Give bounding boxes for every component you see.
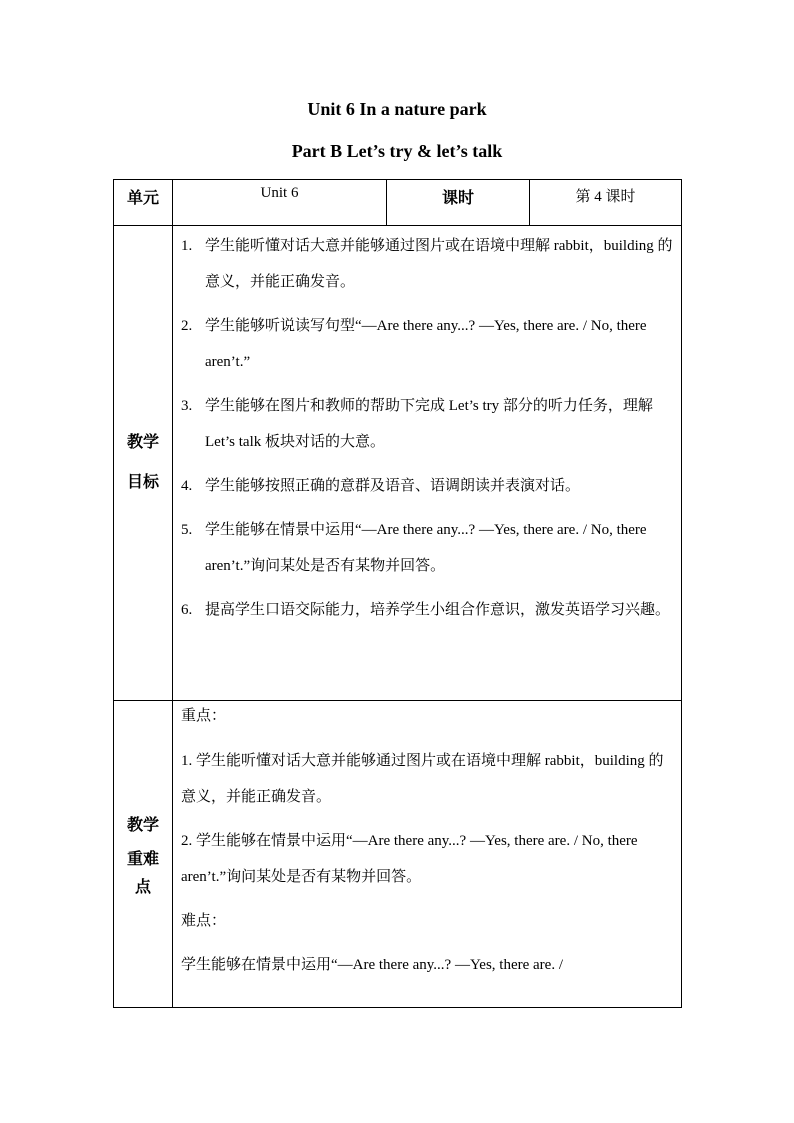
difficult-points-heading: 难点：: [181, 913, 227, 929]
key-points-heading: 重点：: [181, 708, 227, 724]
lesson-plan-table: [113, 179, 682, 1008]
list-item: [181, 228, 673, 300]
difficulties-label-line2: 重难: [126, 851, 159, 868]
item-number: 6.: [181, 602, 193, 618]
item-number: 5.: [181, 522, 193, 538]
difficulties-label-line1: 教学: [126, 817, 159, 834]
objectives-label-line1: 教学: [126, 434, 159, 451]
item-number: 3.: [181, 398, 193, 414]
document-title: Unit 6 In a nature park: [307, 99, 487, 119]
item-text: 学生能够按照正确的意群及语音、语调朗读并表演对话。: [205, 478, 581, 494]
item-text: 学生能够在图片和教师的帮助下完成 Let’s try 部分的听力任务，理解 Let’s talk 板块对话的大意。: [205, 398, 653, 450]
period-value: 第 4 课时: [530, 180, 682, 226]
list-item: [181, 388, 673, 460]
period-label: 课时: [387, 180, 530, 226]
item-text: 学生能够在情景中运用“—Are there any...? —Yes, there are. / No, there aren’t.”询问某处是否有某物并回答。: [205, 522, 647, 574]
item-text: 学生能够听说读写句型“—Are there any...? —Yes, there are. / No, there aren’t.”: [205, 318, 647, 370]
objectives-label: [114, 226, 173, 701]
table-row-objectives: [114, 226, 682, 701]
key-point-1: 1. 学生能听懂对话大意并能够通过图片或在语境中理解 rabbit，building 的意义，并能正确发音。: [181, 753, 664, 805]
list-item: [181, 468, 673, 504]
difficult-point-1: 学生能够在情景中运用“—Are there any...? —Yes, there are. /: [181, 957, 563, 973]
objectives-label-line2: 目标: [126, 474, 159, 491]
table-row-unit: [114, 180, 682, 226]
item-text: 学生能听懂对话大意并能够通过图片或在语境中理解 rabbit，building 的意义，并能正确发音。: [205, 238, 673, 290]
document-subtitle: Part B Let’s try & let’s talk: [291, 141, 503, 161]
item-number: 4.: [181, 478, 193, 494]
item-number: 2.: [181, 318, 193, 334]
difficulties-label: [114, 701, 173, 1008]
key-point-2: 2. 学生能够在情景中运用“—Are there any...? —Yes, there are. / No, there aren’t.”询问某处是否有某物并回答。: [181, 833, 638, 885]
difficulties-label-line3: 点: [134, 879, 151, 896]
unit-value: Unit 6: [173, 180, 387, 226]
unit-label: 单元: [114, 180, 173, 226]
list-item: [181, 592, 673, 628]
difficulties-content: [173, 701, 682, 1008]
list-item: [181, 308, 673, 380]
objectives-content: [173, 226, 682, 701]
table-row-difficulties: [114, 701, 682, 1008]
item-text: 提高学生口语交际能力，培养学生小组合作意识，激发英语学习兴趣。: [205, 602, 671, 618]
item-number: 1.: [181, 238, 193, 254]
list-item: [181, 512, 673, 584]
